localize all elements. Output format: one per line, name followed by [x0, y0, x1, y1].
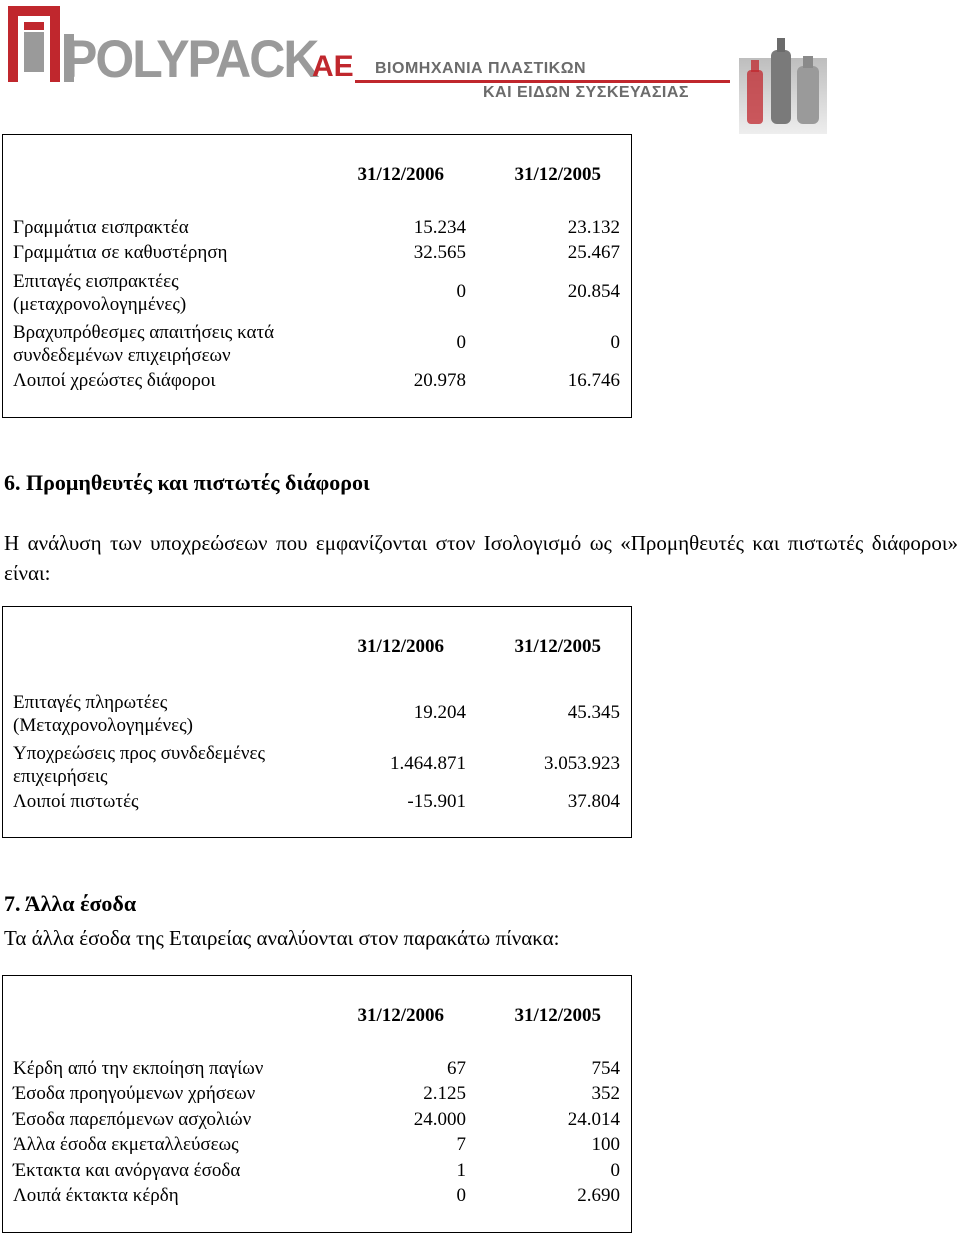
section-intro: Τα άλλα έσοδα της Εταιρείας αναλύονται στον παρακάτω πίνακα: [4, 926, 560, 950]
value-2006: 0 [456, 1185, 466, 1206]
column-header-2005: 31/12/2005 [514, 636, 601, 657]
row-label: Έσοδα προηγούμενων χρήσεων [13, 1083, 256, 1104]
row-label: Γραμμάτια εισπρακτέα [13, 217, 189, 238]
value-2006: 7 [456, 1134, 466, 1155]
row-label: Βραχυπρόθεσμες απαιτήσεις κατά συνδεδεμένων επιχειρήσεων [13, 322, 275, 366]
column-header-2006: 31/12/2006 [357, 164, 444, 185]
value-2006: 20.978 [413, 370, 466, 391]
row-label: Επιταγές εισπρακτέες (μεταχρονολογημένες) [13, 271, 187, 315]
company-header [0, 0, 960, 130]
value-2005: 45.345 [567, 702, 620, 723]
value-2005: 2.690 [577, 1185, 620, 1206]
row-label: Κέρδη από την εκποίηση παγίων [13, 1058, 264, 1079]
brand-name: POLYPACK [64, 29, 318, 89]
value-2005: 25.467 [567, 242, 620, 263]
value-2005: 24.014 [567, 1109, 620, 1130]
value-2006: 15.234 [413, 217, 466, 238]
value-2006: -15.901 [407, 791, 466, 812]
value-2006: 0 [456, 332, 466, 353]
value-2005: 37.804 [567, 791, 620, 812]
value-2005: 23.132 [567, 217, 620, 238]
row-label: Έσοδα παρεπόμενων ασχολιών [13, 1109, 252, 1130]
value-2006: 24.000 [413, 1109, 466, 1130]
value-2006: 1 [456, 1160, 466, 1181]
value-2005: 754 [591, 1058, 620, 1079]
row-label: Άλλα έσοδα εκμεταλλεύσεως [13, 1134, 239, 1155]
brand-tagline-2: ΚΑΙ ΕΙΔΩΝ ΣΥΣΚΕΥΑΣΙΑΣ [483, 84, 690, 101]
other-income-table [2, 975, 632, 1233]
column-header-2005: 31/12/2005 [514, 1005, 601, 1026]
receivables-table [2, 134, 632, 418]
value-2005: 0 [610, 1160, 620, 1181]
section-heading: 6. Προμηθευτές και πιστωτές διάφοροι [4, 470, 370, 495]
row-label: Λοιποί πιστωτές [13, 791, 139, 812]
row-label: Λοιπά έκτακτα κέρδη [13, 1185, 179, 1206]
value-2006: 19.204 [413, 702, 466, 723]
value-2006: 67 [447, 1058, 466, 1079]
value-2005: 20.854 [567, 281, 620, 302]
section-heading: 7. Άλλα έσοδα [4, 891, 137, 916]
value-2006: 0 [456, 281, 466, 302]
header-rule [355, 80, 730, 83]
row-label: Λοιποί χρεώστες διάφοροι [13, 370, 216, 391]
brand-tagline-1: ΒΙΟΜΗΧΑΝΙΑ ΠΛΑΣΤΙΚΩΝ [375, 60, 587, 77]
row-label: Επιταγές πληρωτέες (Μεταχρονολογημένες) [13, 692, 193, 736]
payables-table [2, 606, 632, 838]
row-label: Έκτακτα και ανόργανα έσοδα [13, 1160, 241, 1181]
column-header-2006: 31/12/2006 [357, 1005, 444, 1026]
section-intro: Η ανάλυση των υποχρεώσεων που εμφανίζονται στον Ισολογισμό ως «Προμηθευτές και πιστωτές διάφοροι» είναι: [4, 531, 958, 585]
value-2006: 2.125 [423, 1083, 466, 1104]
value-2006: 1.464.871 [390, 753, 466, 774]
row-label: Γραμμάτια σε καθυστέρηση [13, 242, 228, 263]
value-2006: 32.565 [413, 242, 466, 263]
brand-suffix: ΑΕ [312, 50, 354, 83]
value-2005: 0 [610, 332, 620, 353]
column-header-2005: 31/12/2005 [514, 164, 601, 185]
column-header-2006: 31/12/2006 [357, 636, 444, 657]
value-2005: 100 [591, 1134, 620, 1155]
value-2005: 3.053.923 [544, 753, 620, 774]
value-2005: 16.746 [567, 370, 620, 391]
row-label: Υποχρεώσεις προς συνδεδεμένες επιχειρήσεις [13, 743, 266, 787]
value-2005: 352 [591, 1083, 620, 1104]
bottles-image-icon [735, 36, 831, 134]
